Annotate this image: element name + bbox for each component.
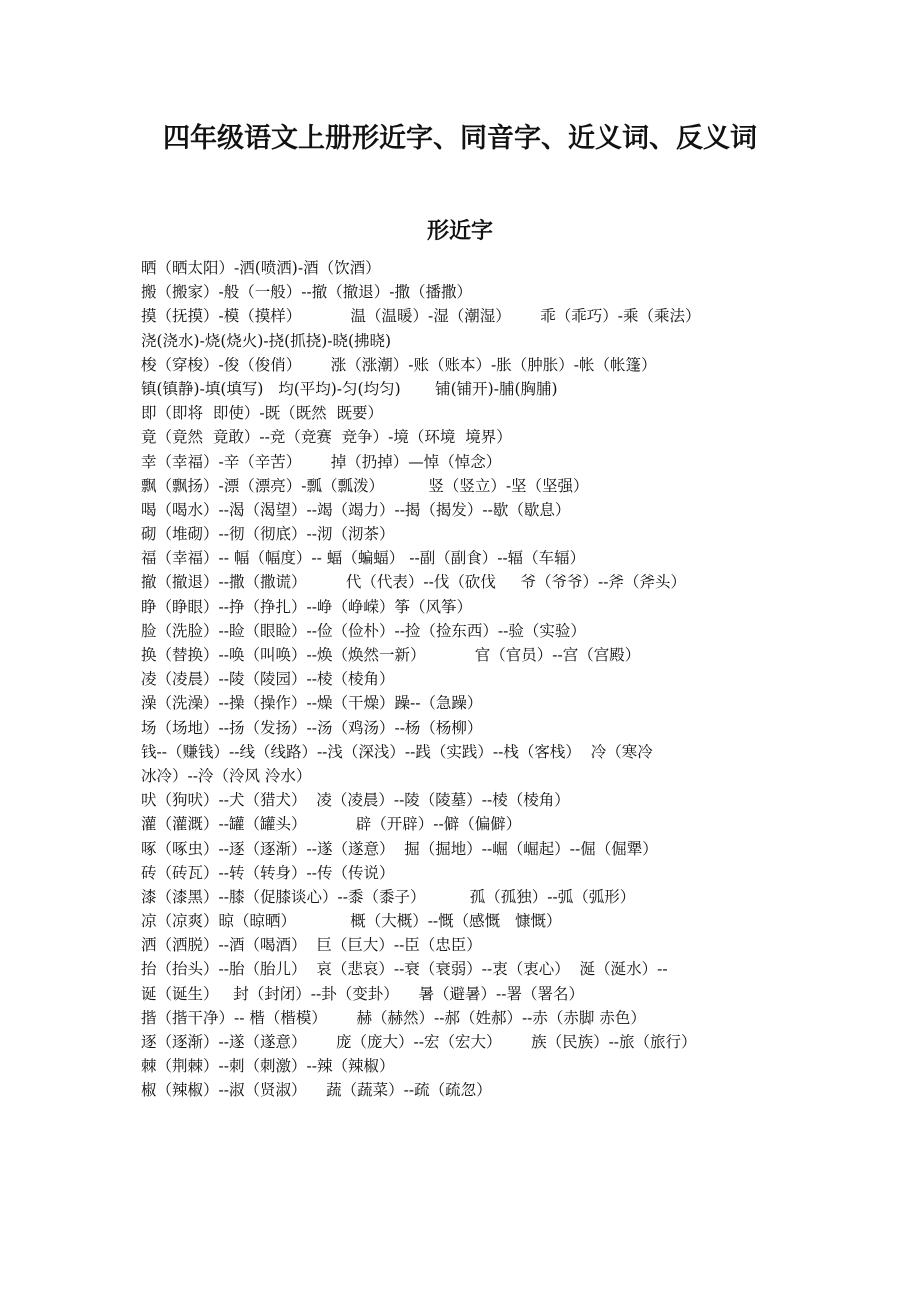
- text-line: 棘（荆棘）--刺（刺激）--辣（辣椒）: [141, 1057, 395, 1076]
- text-line: 梭（穿梭）-俊（俊俏） 涨（涨潮）-账（账本）-胀（肿胀）-帐（帐篷）: [141, 355, 657, 374]
- text-line: 灌（灌溉）--罐（罐头） 辟（开辟）--僻（偏僻）: [141, 815, 522, 834]
- text-line: 换（替换）--唤（叫唤）--焕（焕然一新） 官（官员）--宫（宫殿）: [141, 646, 641, 664]
- text-line: 撤（撤退）--撒（撒谎） 代（代表）--伐（砍伐 爷（爷爷）--斧（斧头）: [141, 573, 686, 592]
- document-title: 四年级语文上册形近字、同音字、近义词、反义词: [163, 123, 757, 154]
- text-line: 福（幸福）-- 幅（幅度）-- 蝠（蝙蝠） --副（副食）--辐（车辐）: [141, 549, 586, 568]
- text-line: 砌（堆砌）--彻（彻底）--沏（沏茶）: [141, 525, 395, 544]
- text-line: 脸（洗脸）--睑（眼睑）--俭（俭朴）--捡（捡东西）--验（实验）: [141, 621, 586, 640]
- text-line: 飘（飘扬）-漂（漂亮）-瓢（瓢泼） 竖（竖立）-坚（坚强）: [141, 476, 589, 495]
- text-line: 场（场地）--扬（发扬）--汤（鸡汤）--杨（杨柳）: [141, 718, 483, 737]
- text-line: 砖（砖瓦）--转（转身）--传（传说）: [141, 863, 395, 882]
- text-line: 揩（揩干净）-- 楷（楷模） 赫（赫然）--郝（姓郝）--赤（赤脚 赤色）: [141, 1008, 646, 1027]
- text-line: 晒（晒太阳）-洒(喷洒)-酒（饮酒）: [141, 259, 381, 277]
- text-line: 喝（喝水）--渴（渴望）--竭（竭力）--揭（揭发）--歇（歇息）: [141, 500, 571, 519]
- text-line: 逐（逐渐）--遂（遂意） 庞（庞大）--宏（宏大） 族（民族）--旅（旅行）: [141, 1033, 697, 1051]
- text-line: 吠（狗吠）--犬（猎犬） 凌（凌晨）--陵（陵墓）--棱（棱角）: [141, 791, 570, 810]
- text-line: 诞（诞生） 封（封闭）--卦（变卦） 暑（避暑）--署（署名）: [141, 984, 584, 1003]
- text-line: 椒（辣椒）--淑（贤淑） 蔬（蔬菜）--疏（疏忽）: [141, 1081, 492, 1100]
- text-line: 即（即将 即使）-既（既然 既要）: [141, 404, 383, 423]
- text-line: 竟（竟然 竟敢）--竞（竞赛 竞争）-境（环境 境界）: [141, 428, 512, 447]
- text-line: 搬（搬家）-般（一般）--撤（撤退）-撒（播撒）: [141, 283, 472, 302]
- text-line: 幸（幸福）-辛（辛苦） 掉（扔掉）—悼（悼念）: [141, 452, 502, 471]
- section-heading: 形近字: [426, 218, 493, 244]
- text-line: 凉（凉爽）晾（晾晒） 概（大概）--慨（感慨 慷慨）: [141, 912, 562, 931]
- text-line: 啄（啄虫）--逐（逐渐）--遂（遂意） 掘（掘地）--崛（崛起）--倔（倔犟）: [141, 839, 658, 858]
- text-line: 镇(镇静)-填(填写) 均(平均)-匀(均匀) 铺(铺开)-脯(胸脯): [141, 379, 558, 398]
- text-line: 睁（睁眼）--挣（挣扎）--峥（峥嵘）筝（风筝）: [141, 597, 472, 616]
- text-line: 钱--（赚钱）--线（线路）--浅（深浅）--践（实践）--栈（客栈） 冷（寒冷: [141, 742, 653, 761]
- text-line: 凌（凌晨）--陵（陵园）--棱（棱角）: [141, 670, 395, 689]
- text-line: 洒（洒脱）--酒（喝酒） 巨（巨大）--臣（忠臣）: [141, 936, 482, 955]
- text-line: 冰冷）--泠（泠风 泠水）: [141, 766, 312, 785]
- character-list: [141, 256, 821, 1103]
- text-line: 抬（抬头）--胎（胎儿） 哀（悲哀）--衰（衰弱）--衷（衷心） 涎（涎水）--: [141, 960, 668, 979]
- text-line: 浇(浇水)-烧(烧火)-挠(抓挠)-晓(拂晓): [141, 331, 392, 350]
- text-line: 摸（抚摸）-模（摸样） 温（温暖）-湿（潮湿） 乖（乖巧）-乘（乘法）: [141, 307, 701, 326]
- text-line: 澡（洗澡）--操（操作）--燥（干燥）躁--（急躁）: [141, 694, 483, 713]
- text-line: 漆（漆黑）--膝（促膝谈心）--黍（黍子） 孤（孤独）--弧（弧形）: [141, 887, 636, 906]
